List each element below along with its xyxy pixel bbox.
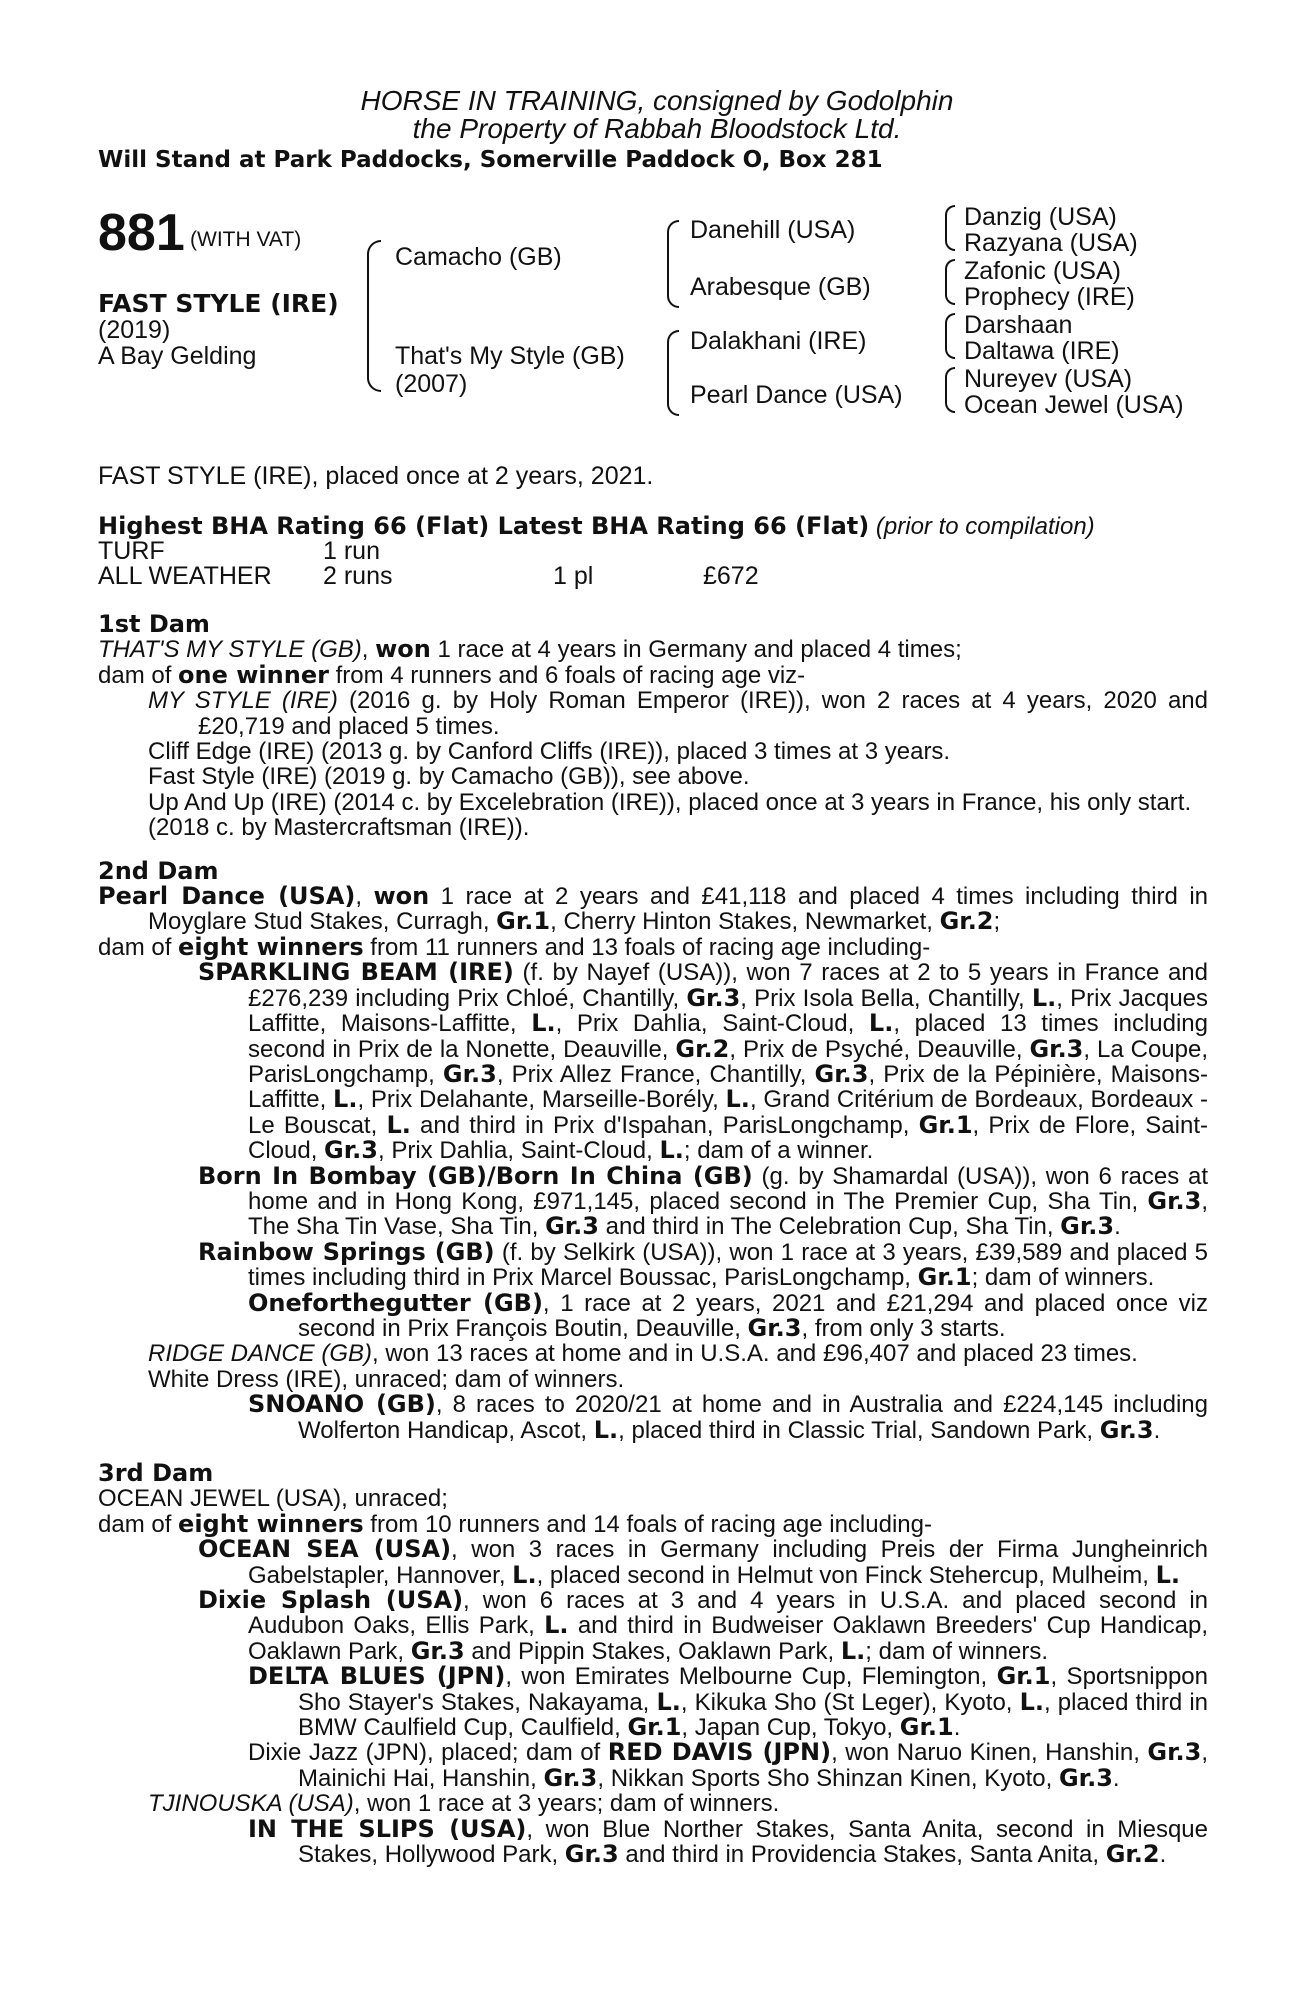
dam3-produce-in-the-slips: IN THE SLIPS (USA), won Blue Norther Stakes, Santa Anita, second in Miesque Stakes, Hollywood Park, Gr.3 and third in Providencia Stakes, Santa Anita, Gr.2. — [248, 1814, 1208, 1869]
rating-text: Highest BHA Rating 66 (Flat) Latest BHA Rating 66 (Flat) — [98, 512, 870, 540]
dam3-heading: 3rd Dam — [98, 1459, 214, 1487]
dam2-line2: dam of eight winners from 11 runners and 13 foals of racing age including- — [98, 932, 931, 961]
bracket-2a — [667, 220, 679, 308]
sire: Camacho (GB) — [395, 243, 562, 271]
dam2-line1: Pearl Dance (USA), won 1 race at 2 years and £41,118 and placed 4 times including third in Moyglare Stud Stakes, Curragh, Gr.1, Cherry Hinton Stakes, Newmarket, Gr.2; — [98, 882, 1208, 936]
grandparent-8: Ocean Jewel (USA) — [964, 391, 1184, 419]
rating-note: (prior to compilation) — [875, 513, 1095, 540]
property-line: the Property of Rabbah Bloodstock Ltd. — [412, 113, 902, 144]
dam3-line2: dam of eight winners from 10 runners and 14 foals of racing age including- — [98, 1509, 932, 1538]
dam2-produce-oneforthegutter: Oneforthegutter (GB), 1 race at 2 years, 2021 and £21,294 and placed once viz second in Prix François Boutin, Deauville, Gr.3, from only 3 starts. — [248, 1288, 1208, 1342]
bracket-3d — [945, 367, 955, 413]
dam-dam: Pearl Dance (USA) — [690, 381, 903, 409]
aw-prize: £672 — [703, 562, 759, 590]
lot-number: 881 — [98, 204, 185, 262]
stand-location: Will Stand at Park Paddocks, Somerville Paddock O, Box 281 — [98, 147, 883, 173]
dam3-produce-tjinouska: TJINOUSKA (USA), won 1 race at 3 years; dam of winners. — [148, 1790, 780, 1818]
aw-label: ALL WEATHER — [98, 562, 272, 590]
dam3-produce-dixie-jazz: Dixie Jazz (JPN), placed; dam of RED DAVIS (JPN), won Naruo Kinen, Hanshin, Gr.3, Mainichi Hai, Hanshin, Gr.3, Nikkan Sports Sho Shinzan Kinen, Kyoto, Gr.3. — [248, 1738, 1208, 1792]
dam1-produce-2: Cliff Edge (IRE) (2013 g. by Canford Cliffs (IRE)), placed 3 times at 3 years. — [148, 738, 951, 766]
dam2-produce-ridge-dance: RIDGE DANCE (GB), won 13 races at home and in U.S.A. and £96,407 and placed 23 times. — [148, 1340, 1138, 1368]
sire-dam: Arabesque (GB) — [690, 273, 871, 301]
dam2-produce-born-in-bombay: Born In Bombay (GB)/Born In China (GB) (g. by Shamardal (USA)), won 6 races at home and in Hong Kong, £971,145, placed second in The Premier Cup, Sha Tin, Gr.3, The Sha Tin Vase, Sha Tin, Gr.3 and third in The Celebration Cup, Sha Tin, Gr.3. — [198, 1161, 1208, 1241]
grandparent-1: Danzig (USA) — [964, 203, 1117, 231]
dam1-line2: dam of one winner from 4 runners and 6 foals of racing age viz- — [98, 660, 806, 689]
bracket-3b — [945, 259, 955, 305]
dam: That's My Style (GB) — [395, 342, 625, 370]
dam-year: (2007) — [395, 370, 468, 398]
grandparent-4: Prophecy (IRE) — [964, 283, 1135, 311]
rating-line — [98, 512, 1095, 541]
dam-sire: Dalakhani (IRE) — [690, 327, 867, 355]
dam1-produce-4: Up And Up (IRE) (2014 c. by Excelebration (IRE)), placed once at 3 years in France, his only start. — [148, 788, 1192, 816]
aw-runs: 2 runs — [323, 562, 393, 590]
horse-name: FAST STYLE (IRE) — [98, 289, 339, 318]
aw-placed: 1 pl — [553, 562, 594, 590]
dam2-produce-white-dress: White Dress (IRE), unraced; dam of winners. — [148, 1365, 625, 1393]
grandparent-2: Razyana (USA) — [964, 229, 1138, 257]
foaling-year: (2019) — [98, 316, 171, 344]
grandparent-3: Zafonic (USA) — [964, 257, 1121, 285]
horse-description: A Bay Gelding — [98, 342, 257, 370]
grandparent-7: Nureyev (USA) — [964, 365, 1133, 393]
dam2-produce-rainbow-springs: Rainbow Springs (GB) (f. by Selkirk (USA)), won 1 race at 3 years, £39,589 and placed 5 times including third in Prix Marcel Boussac, ParisLongchamp, Gr.1; dam of winners. — [198, 1237, 1209, 1292]
sire-sire: Danehill (USA) — [690, 216, 856, 244]
bracket-3a — [945, 205, 955, 251]
dam1-produce-1: MY STYLE (IRE) (2016 g. by Holy Roman Emperor (IRE)), won 2 races at 4 years, 2020 and £20,719 and placed 5 times. — [148, 687, 1208, 740]
dam2-produce-snoano: SNOANO (GB), 8 races to 2020/21 at home and in Australia and £224,145 including Wolferton Handicap, Ascot, L., placed third in Classic Trial, Sandown Park, Gr.3. — [248, 1390, 1208, 1444]
dam2-produce-sparkling-beam: SPARKLING BEAM (IRE) (f. by Nayef (USA)), won 7 races at 2 to 5 years in France and £276,239 including Prix Chloé, Chantilly, Gr.3, Prix Isola Bella, Chantilly, L., Prix Jacques Laffitte, Maisons-Laffitte, L., Prix Dahlia, Saint-Cloud, L., placed 13 times including second in Prix de la Nonette, Deauville, Gr.2, Prix de Psyché, Deauville, Gr.3, La Coupe, ParisLongchamp, Gr.3, Prix Allez France, Chantilly, Gr.3, Prix de la Pépinière, Maisons-Laffitte, L., Prix Delahante, Marseille-Borély, L., Grand Critérium de Bordeaux, Bordeaux - Le Bouscat, L. and third in Prix d'Ispahan, ParisLongchamp, Gr.1, Prix de Flore, Saint-Cloud, Gr.3, Prix Dahlia, Saint-Cloud, L.; dam of a winner. — [198, 958, 1209, 1165]
turf-runs: 1 run — [323, 537, 380, 565]
bracket-2b — [667, 330, 679, 416]
race-summary: FAST STYLE (IRE), placed once at 2 years, 2021. — [98, 462, 654, 490]
dam1-produce-3: Fast Style (IRE) (2019 g. by Camacho (GB)), see above. — [148, 763, 750, 791]
dam3-produce-dixie-splash: Dixie Splash (USA), won 6 races at 3 and 4 years in U.S.A. and placed second in Audubon Oaks, Ellis Park, L. and third in Budweiser Oaklawn Breeders' Cup Handicap, Oaklawn Park, Gr.3 and Pippin Stakes, Oaklawn Park, L.; dam of winners. — [198, 1586, 1209, 1665]
dam1-heading: 1st Dam — [98, 610, 210, 638]
bracket-3c — [945, 313, 955, 359]
grandparent-5: Darshaan — [964, 311, 1073, 339]
dam3-line1: OCEAN JEWEL (USA), unraced; — [98, 1485, 448, 1513]
grandparent-6: Daltawa (IRE) — [964, 337, 1120, 365]
dam1-line1: THAT'S MY STYLE (GB), won 1 race at 4 years in Germany and placed 4 times; — [98, 635, 962, 664]
bracket-1 — [367, 240, 381, 392]
dam3-produce-ocean-sea: OCEAN SEA (USA), won 3 races in Germany including Preis der Firma Jungheinrich Gabelstapler, Hannover, L., placed second in Helmut von Finck Stehercup, Mulheim, L. — [198, 1535, 1208, 1589]
vat-note: (WITH VAT) — [190, 228, 302, 251]
turf-label: TURF — [98, 537, 165, 565]
dam2-heading: 2nd Dam — [98, 856, 219, 885]
dam3-produce-delta-blues: DELTA BLUES (JPN), won Emirates Melbourne Cup, Flemington, Gr.1, Sportsnippon Sho Stayer's Stakes, Nakayama, L., Kikuka Sho (St Leger), Kyoto, L., placed third in BMW Caulfield Cup, Caulfield, Gr.1, Japan Cup, Tokyo, Gr.1. — [248, 1662, 1209, 1742]
produce-record — [98, 612, 1208, 1868]
dam1-produce-5: (2018 c. by Mastercraftsman (IRE)). — [148, 814, 530, 842]
consignor-line: HORSE IN TRAINING, consigned by Godolphin — [360, 85, 954, 116]
